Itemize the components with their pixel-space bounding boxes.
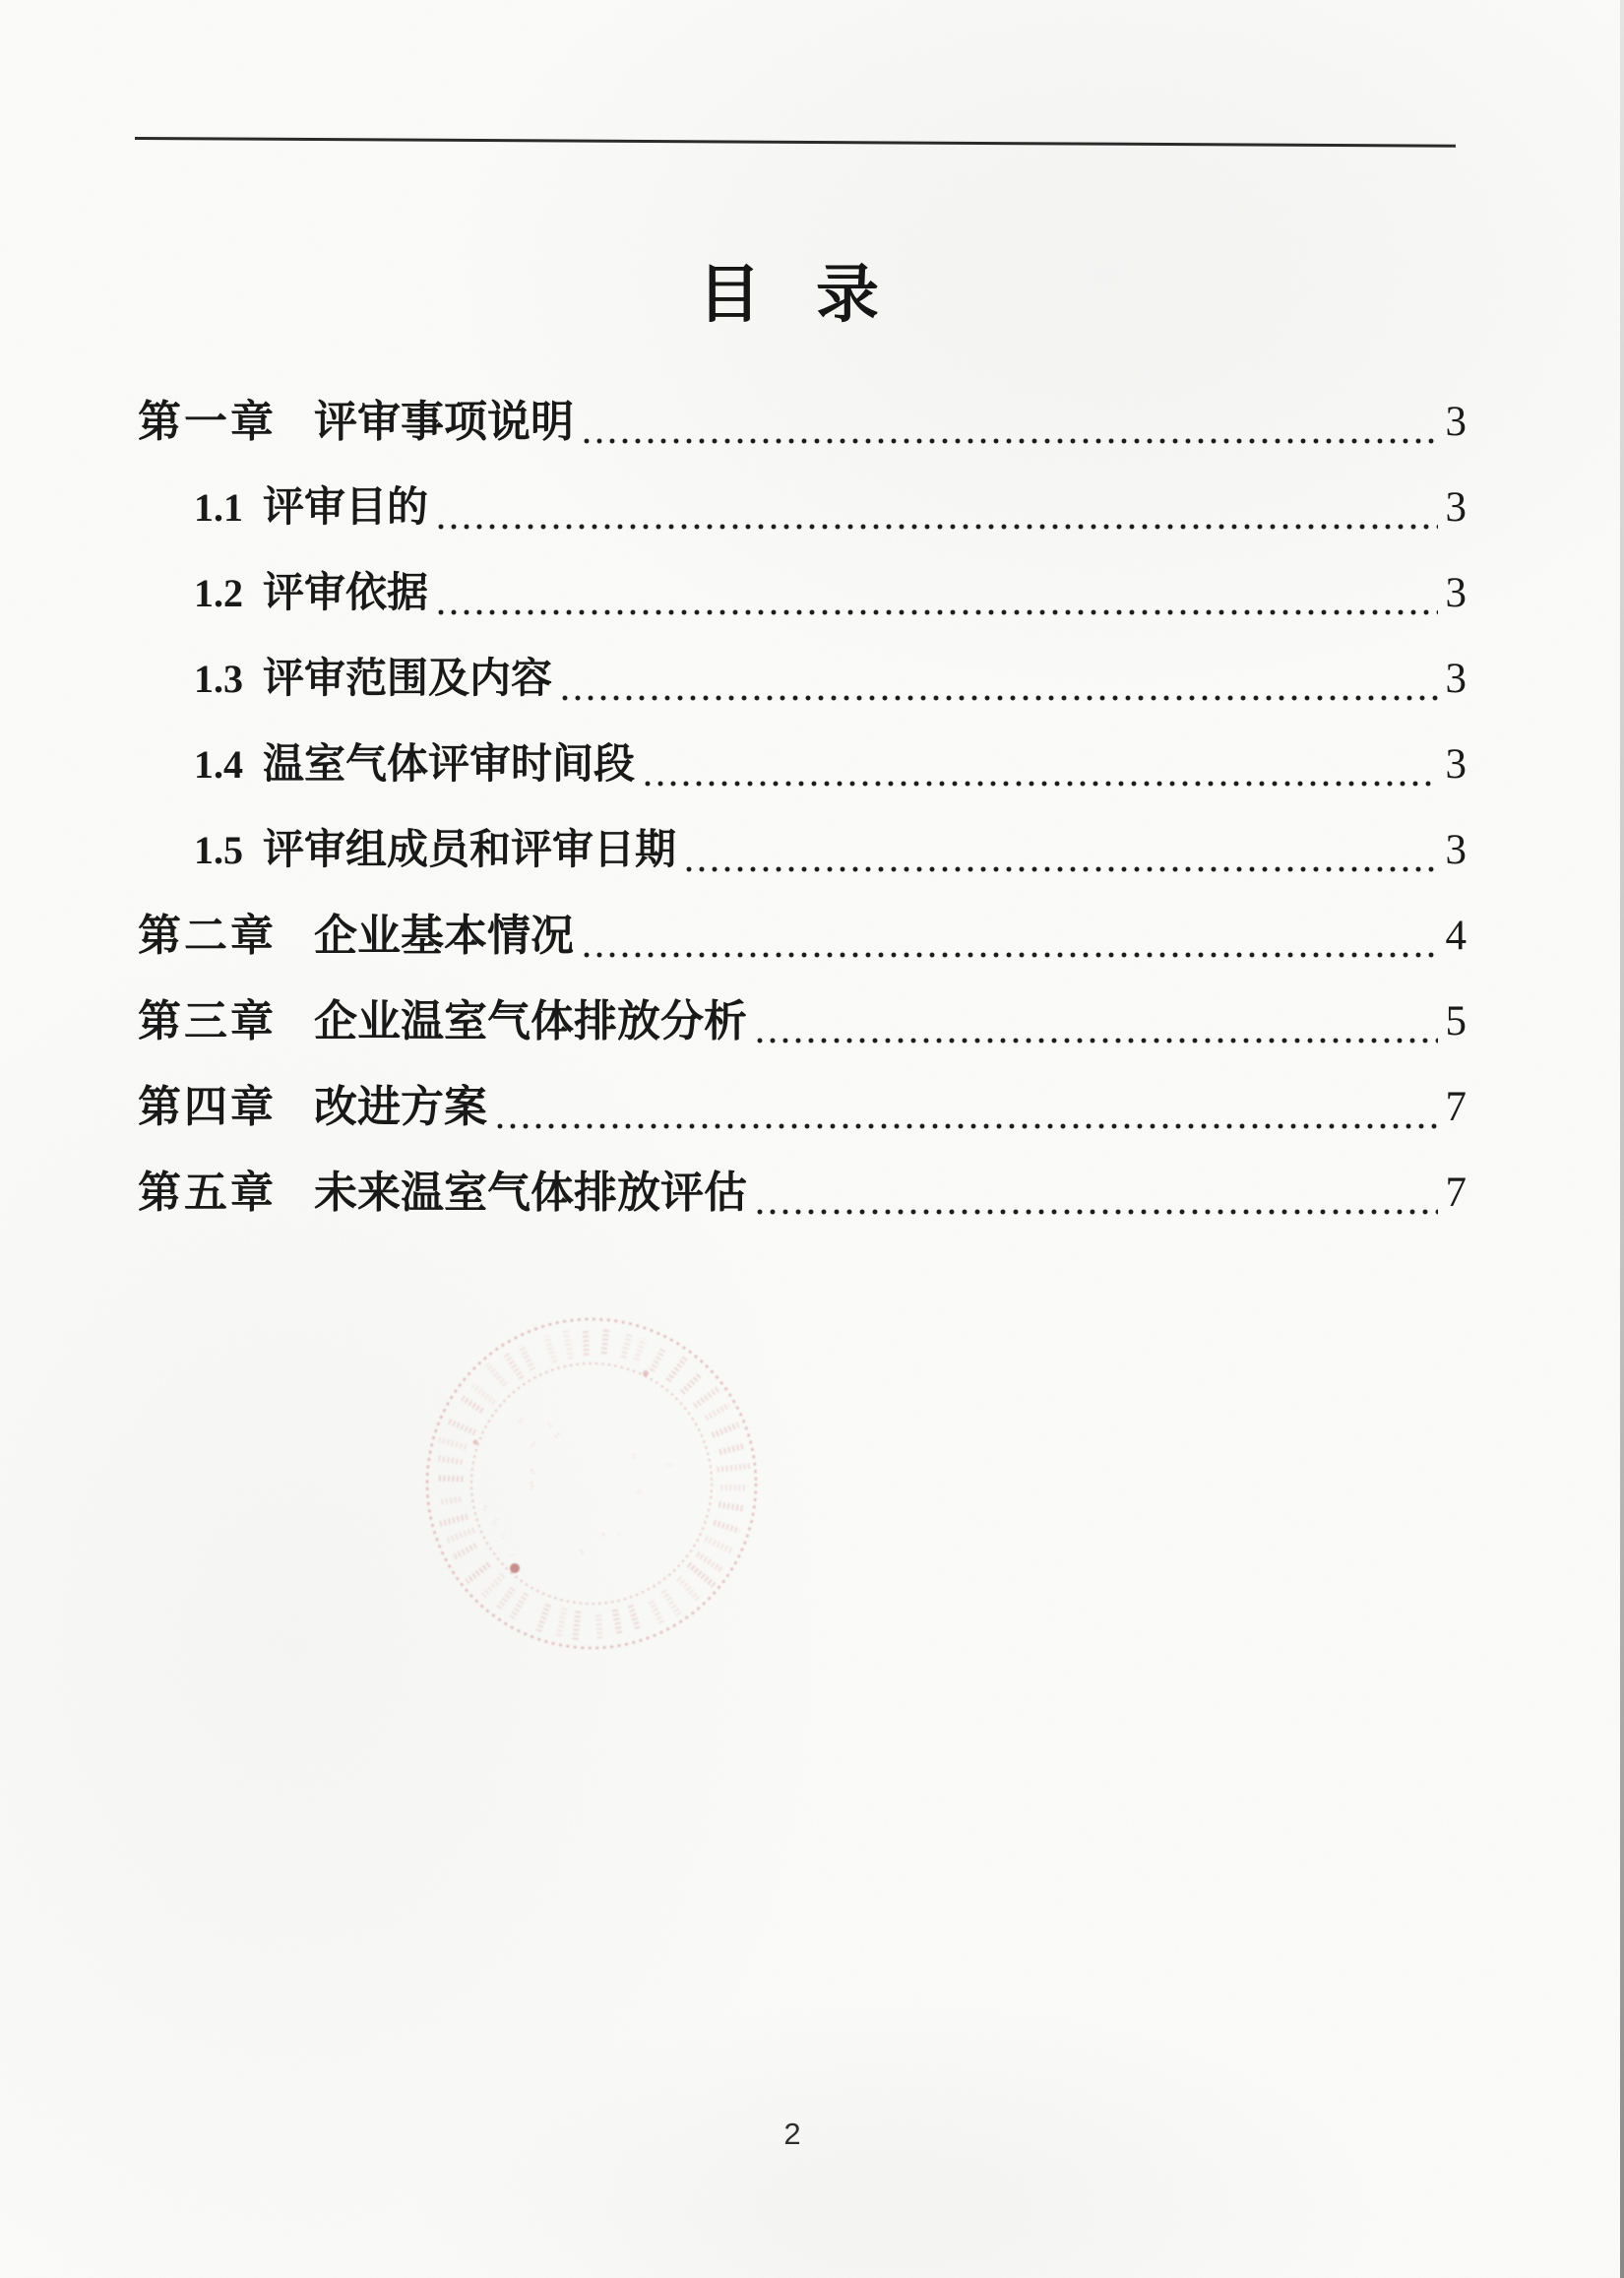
dot-leader — [497, 1123, 1438, 1129]
toc-entry-page: 7 — [1445, 1084, 1467, 1130]
toc-entry-1-4 — [138, 740, 1467, 826]
toc-entry-chapter-3 — [138, 997, 1467, 1083]
toc-entry-number: 1.2 — [194, 571, 243, 615]
toc-entry-number: 1.1 — [194, 485, 243, 530]
toc-entry-title: 评审依据 — [263, 571, 429, 616]
toc-entry-number: 第二章 — [138, 912, 277, 960]
toc-entry-number: 第三章 — [138, 997, 277, 1045]
toc-entry-page: 3 — [1445, 484, 1467, 531]
toc-entry-title: 改进方案 — [314, 1083, 487, 1131]
dot-leader — [686, 866, 1437, 872]
dot-leader — [562, 695, 1437, 701]
dot-leader — [757, 1209, 1438, 1215]
toc-entry-page: 3 — [1445, 570, 1467, 616]
toc-entry-1-5 — [138, 826, 1467, 912]
page-title: 目 录 — [698, 260, 881, 330]
dot-leader — [757, 1038, 1438, 1044]
toc-entry-title: 温室气体评审时间段 — [263, 742, 636, 788]
red-circular-seal — [424, 1316, 759, 1651]
dot-leader — [645, 781, 1437, 787]
toc-entry-chapter-2 — [138, 912, 1467, 997]
footer-page-number: 2 — [783, 2117, 801, 2151]
seal-ink-blot — [510, 1563, 520, 1573]
toc-entry-page: 3 — [1445, 399, 1467, 445]
header-rule — [135, 137, 1456, 148]
toc-entry-chapter-5 — [138, 1169, 1467, 1254]
toc-entry-number: 1.5 — [194, 828, 243, 872]
toc-entry-title: 企业基本情况 — [314, 912, 574, 960]
toc-entry-number: 第四章 — [138, 1083, 277, 1131]
table-of-contents — [138, 398, 1467, 1254]
toc-entry-1-3 — [138, 655, 1467, 740]
toc-entry-chapter-4 — [138, 1083, 1467, 1169]
toc-entry-title: 未来温室气体排放评估 — [314, 1169, 747, 1217]
toc-entry-chapter-1 — [138, 398, 1467, 483]
toc-entry-page: 3 — [1445, 741, 1467, 788]
toc-entry-page: 3 — [1445, 656, 1467, 702]
toc-entry-1-2 — [138, 569, 1467, 655]
toc-entry-title: 评审范围及内容 — [263, 657, 553, 702]
toc-entry-number: 第一章 — [138, 398, 277, 446]
toc-entry-page: 7 — [1445, 1170, 1467, 1216]
dot-leader — [438, 609, 1437, 615]
dot-leader — [584, 952, 1438, 958]
toc-entry-page: 3 — [1445, 827, 1467, 873]
dot-leader — [438, 524, 1437, 530]
toc-entry-title: 评审目的 — [263, 485, 429, 531]
toc-entry-number: 1.4 — [194, 742, 243, 787]
toc-entry-title: 企业温室气体排放分析 — [314, 997, 747, 1045]
scan-edge-artifact — [1620, 0, 1624, 2278]
toc-entry-page: 5 — [1445, 998, 1467, 1044]
toc-entry-1-1 — [138, 483, 1467, 569]
toc-entry-title: 评审事项说明 — [314, 398, 574, 446]
seal-outer-ring — [427, 1319, 756, 1648]
toc-entry-number: 1.3 — [194, 657, 243, 701]
dot-leader — [584, 438, 1438, 444]
toc-entry-title: 评审组成员和评审日期 — [263, 828, 677, 873]
toc-entry-number: 第五章 — [138, 1169, 277, 1217]
seal-inner-ring — [471, 1363, 712, 1604]
toc-entry-page: 4 — [1445, 913, 1467, 959]
